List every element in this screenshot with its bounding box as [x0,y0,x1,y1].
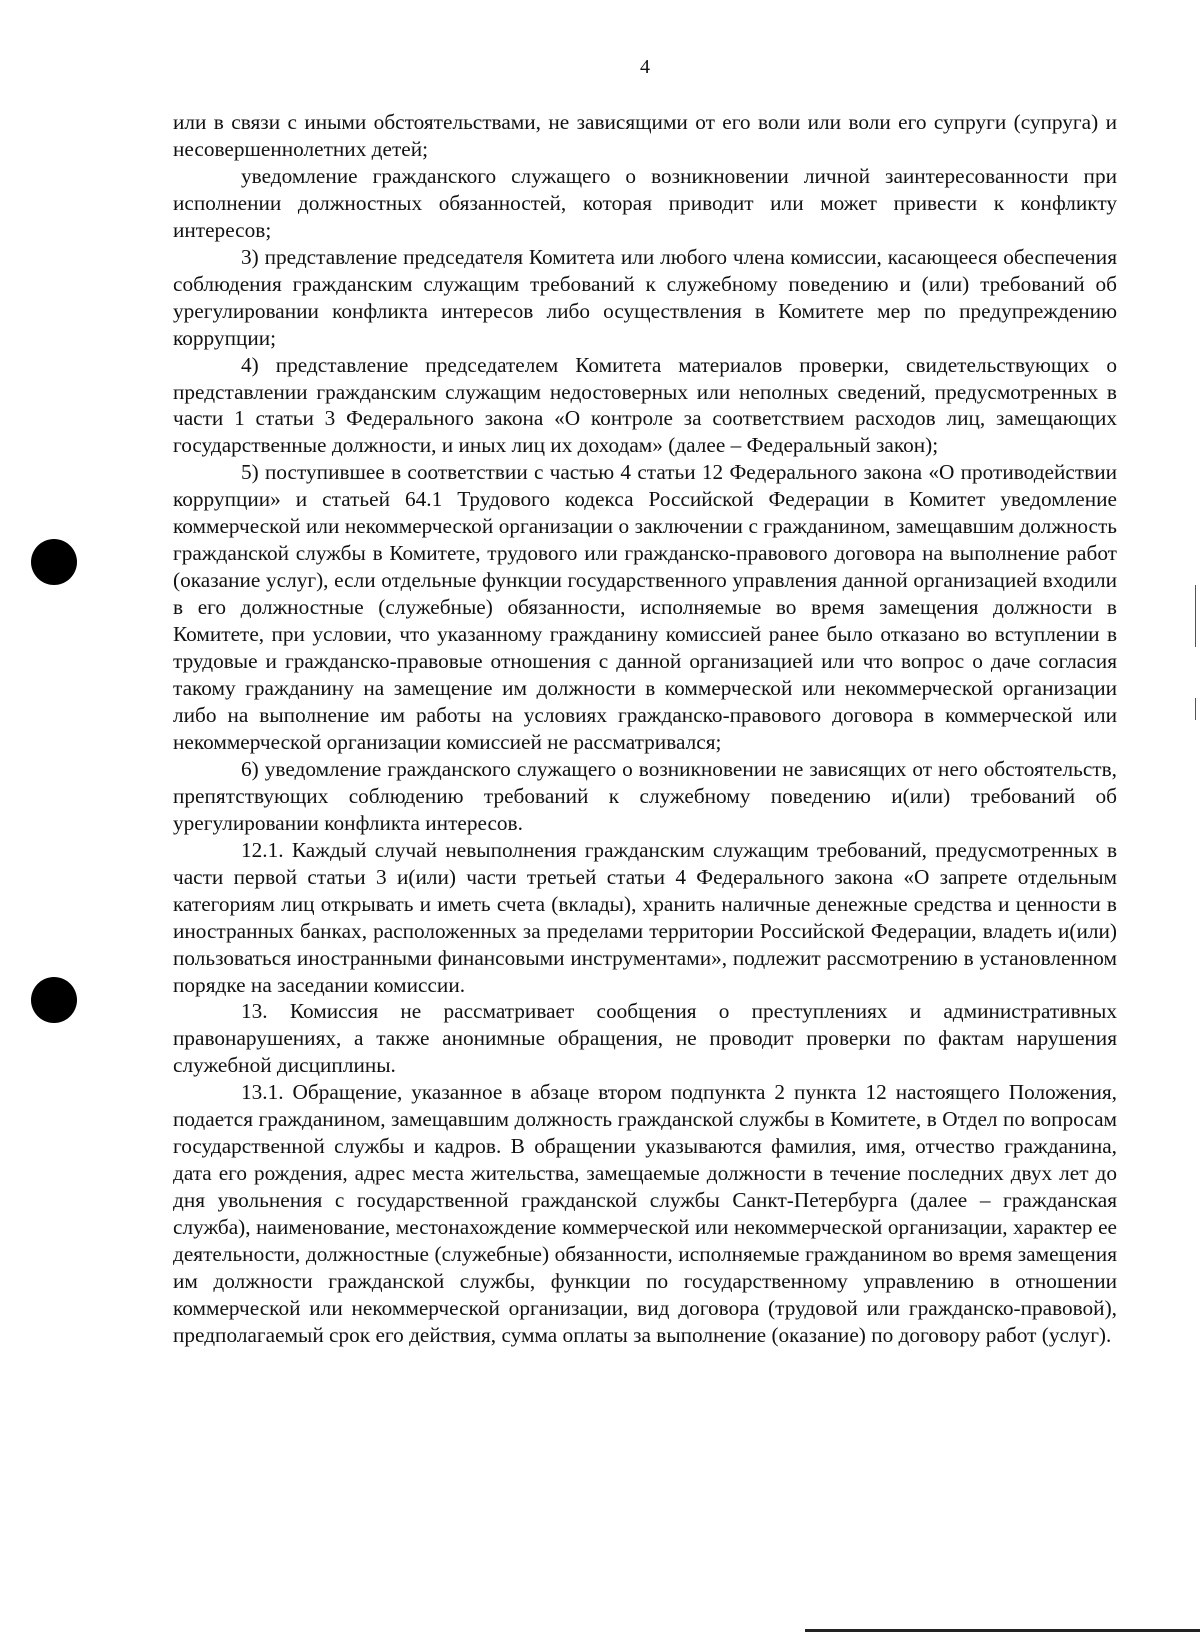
punch-hole-mark [31,539,77,585]
document-body [173,109,1117,1349]
punch-hole-mark [31,977,77,1023]
scan-bottom-edge [805,1629,1200,1632]
paragraph-item-3: 3) представление председателя Комитета или любого члена комиссии, касающееся обеспечения соблюдения гражданским служащим требований к служебному поведению и (или) требований об урегулировании конфликта интересов либо осуществления в Комитете мер по предупреждению коррупции; [173,244,1117,350]
paragraph-continuation: или в связи с иными обстоятельствами, не зависящими от его воли или воли его супруги (супруга) и несовершеннолетних детей; [173,110,1117,161]
paragraph-notification-interest: уведомление гражданского служащего о возникновении личной заинтересованности при исполнении должностных обязанностей, которая приводит или может привести к конфликту интересов; [173,163,1117,242]
paragraph-item-5: 5) поступившее в соответствии с частью 4 статьи 12 Федерального закона «О противодействии коррупции» и статьей 64.1 Трудового кодекса Российской Федерации в Комитет уведомление коммерческой или некоммерческой организации о заключении с гражданином, замещавшим должность гражданской службы в Комитете, трудового или гражданско-правового договора на выполнение работ (оказание услуг), если отдельные функции государственного управления данной организацией входили в его должностные (служебные) обязанности, исполняемые во время замещения должности в Комитете, при условии, что указанному гражданину комиссией ранее было отказано во вступлении в трудовые и гражданско-правовые отношения с данной организацией или что вопрос о даче согласия такому гражданину на замещение им должности в коммерческой или некоммерческой организации либо на выполнение им работы на условиях гражданско-правового договора в коммерческой или некоммерческой организации комиссией не рассматривался; [173,460,1117,754]
scan-edge-mark [1195,698,1196,720]
scan-edge-mark [1195,585,1196,647]
paragraph-12-1: 12.1. Каждый случай невыполнения гражданским служащим требований, предусмотренных в части первой статьи 3 и(или) части третьей статьи 4 Федерального закона «О запрете отдельным категориям лиц открывать и иметь счета (вклады), хранить наличные денежные средства и ценности в иностранных банках, расположенных за пределами территории Российской Федерации, владеть и(или) пользоваться иностранными финансовыми инструментами», подлежит рассмотрению в установленном порядке на заседании комиссии. [173,837,1117,997]
page-number: 4 [640,56,650,78]
paragraph-13: 13. Комиссия не рассматривает сообщения о преступлениях и административных правонарушениях, а также анонимные обращения, не проводит проверки по фактам нарушения служебной дисциплины. [173,999,1117,1078]
paragraph-item-6: 6) уведомление гражданского служащего о возникновении не зависящих от него обстоятельств, препятствующих соблюдению требований к служебному поведению и(или) требований об урегулировании конфликта интересов. [173,756,1117,835]
paragraph-13-1: 13.1. Обращение, указанное в абзаце втором подпункта 2 пункта 12 настоящего Положения, подается гражданином, замещавшим должность гражданской службы в Комитете, в Отдел по вопросам государственной службы и кадров. В обращении указываются фамилия, имя, отчество гражданина, дата его рождения, адрес места жительства, замещаемые должности в течение последних двух лет до дня увольнения с государственной гражданской службы Санкт-Петербурга (далее – гражданская служба), наименование, местонахождение коммерческой или некоммерческой организации, характер ее деятельности, должностные (служебные) обязанности, исполняемые гражданином во время замещения им должности гражданской службы, функции по государственному управлению в отношении коммерческой или некоммерческой организации, вид договора (трудовой или гражданско-правовой), предполагаемый срок его действия, сумма оплаты за выполнение (оказание) по договору работ (услуг). [173,1080,1117,1347]
paragraph-item-4: 4) представление председателем Комитета материалов проверки, свидетельствующих о представлении гражданским служащим недостоверных или неполных сведений, предусмотренных в части 1 статьи 3 Федерального закона «О контроле за соответствием расходов лиц, замещающих государственные должности, и иных лиц их доходам» (далее – Федеральный закон); [173,352,1117,458]
